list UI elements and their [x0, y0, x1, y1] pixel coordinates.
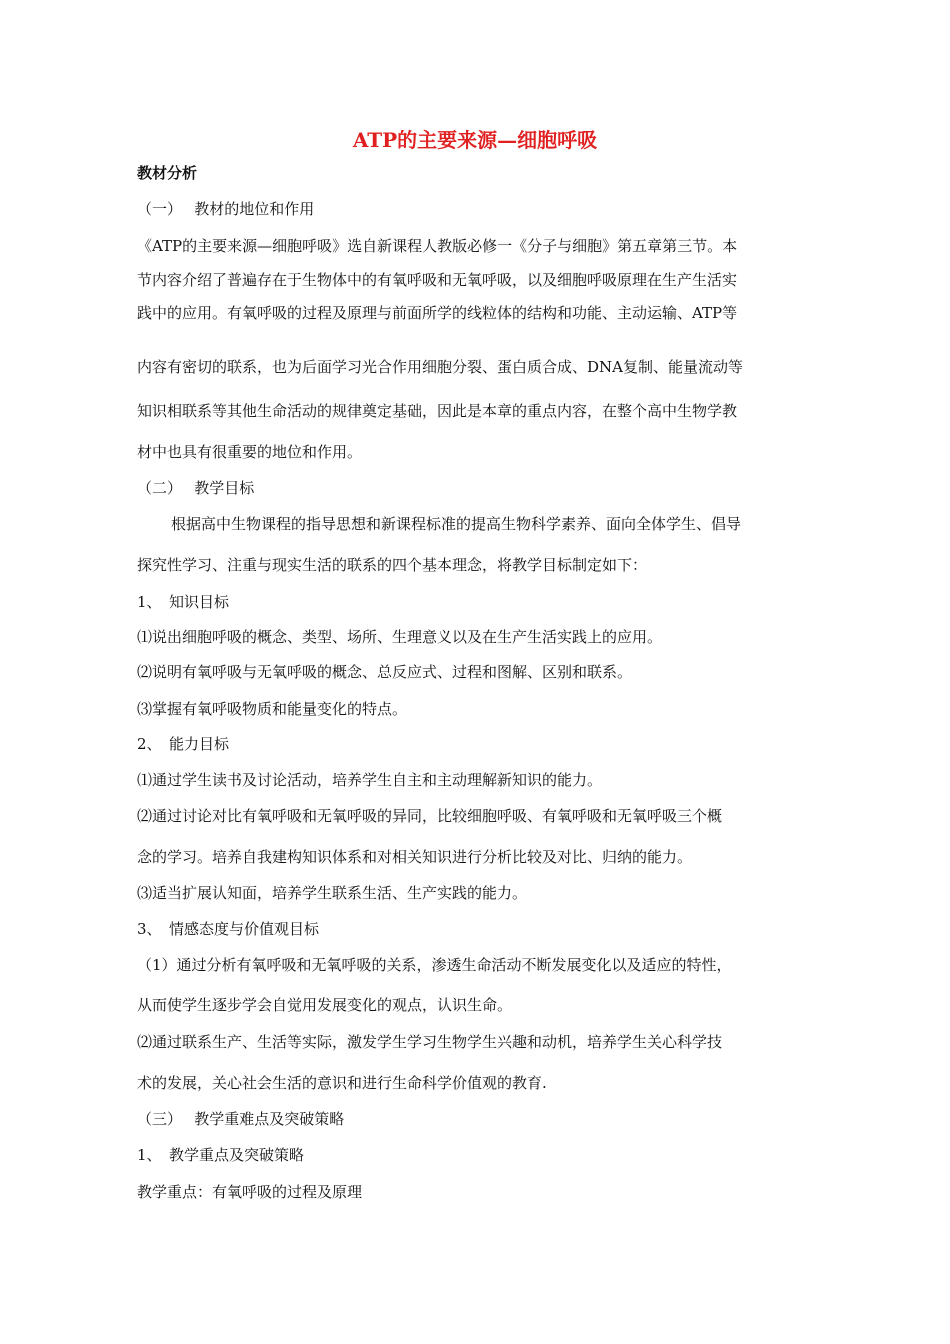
paragraph-line: 探究性学习、注重与现实生活的联系的四个基本理念，将教学目标制定如下：: [137, 556, 648, 574]
list-item: ⑵通过讨论对比有氧呼吸和无氧呼吸的异同，比较细胞呼吸、有氧呼吸和无氧呼吸三个概: [137, 807, 723, 825]
list-heading: 3、 情感态度与价值观目标: [137, 920, 320, 938]
paragraph-line: 术的发展，关心社会生活的意识和进行生命科学价值观的教育.: [137, 1074, 547, 1092]
subsection-heading: （一） 教材的地位和作用: [137, 200, 315, 218]
list-heading: 1、 教学重点及突破策略: [137, 1146, 305, 1164]
list-item: ⑴通过学生读书及讨论活动，培养学生自主和主动理解新知识的能力。: [137, 771, 603, 789]
paragraph-line: 念的学习。培养自我建构知识体系和对相关知识进行分析比较及对比、归纳的能力。: [137, 848, 693, 866]
section-heading: 教材分析: [137, 164, 198, 182]
list-heading: 1、 知识目标: [137, 593, 230, 611]
paragraph-line: 内容有密切的联系，也为后面学习光合作用细胞分裂、蛋白质合成、DNA复制、能量流动等: [137, 358, 743, 376]
document-title: ATP的主要来源—细胞呼吸: [352, 128, 598, 152]
list-heading: 2、 能力目标: [137, 735, 230, 753]
list-item: （1）通过分析有氧呼吸和无氧呼吸的关系，渗透生命活动不断发展变化以及适应的特性，: [137, 956, 732, 974]
paragraph-line: 《ATP的主要来源—细胞呼吸》选自新课程人教版必修一《分子与细胞》第五章第三节。本: [137, 237, 738, 255]
list-item: ⑵通过联系生产、生活等实际，激发学生学习生物学生兴趣和动机，培养学生关心科学技: [137, 1033, 723, 1051]
paragraph-line: 节内容介绍了普遍存在于生物体中的有氧呼吸和无氧呼吸，以及细胞呼吸原理在生产生活实: [137, 271, 738, 289]
list-item: ⑵说明有氧呼吸与无氧呼吸的概念、总反应式、过程和图解、区别和联系。: [137, 663, 633, 681]
subsection-heading: （二） 教学目标: [137, 479, 255, 497]
paragraph-line: 材中也具有很重要的地位和作用。: [137, 443, 363, 461]
list-item: ⑶适当扩展认知面，培养学生联系生活、生产实践的能力。: [137, 884, 528, 902]
paragraph-line: 知识相联系等其他生命活动的规律奠定基础，因此是本章的重点内容，在整个高中生物学教: [137, 402, 738, 420]
paragraph-line: 教学重点：有氧呼吸的过程及原理: [137, 1183, 363, 1201]
list-item: ⑴说出细胞呼吸的概念、类型、场所、生理意义以及在生产生活实践上的应用。: [137, 628, 663, 646]
paragraph-line: 从而使学生逐步学会自觉用发展变化的观点，认识生命。: [137, 996, 513, 1014]
subsection-heading: （三） 教学重难点及突破策略: [137, 1110, 345, 1128]
list-item: ⑶掌握有氧呼吸物质和能量变化的特点。: [137, 700, 408, 718]
paragraph-line: 践中的应用。有氧呼吸的过程及原理与前面所学的线粒体的结构和功能、主动运输、ATP等: [137, 304, 738, 322]
paragraph-line: 根据高中生物课程的指导思想和新课程标准的提高生物科学素养、面向全体学生、倡导: [171, 515, 742, 533]
